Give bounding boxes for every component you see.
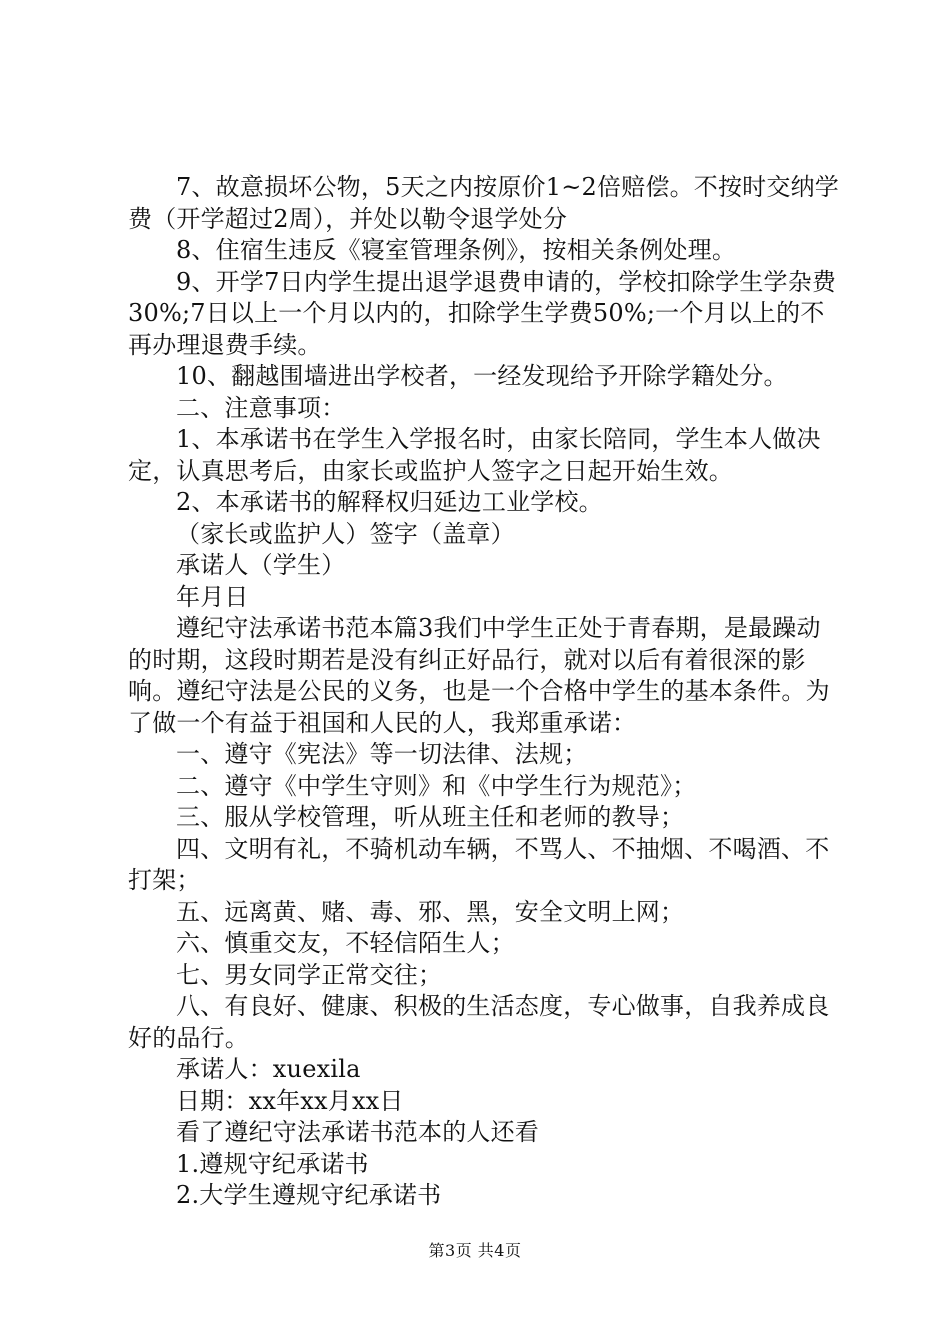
page-footer: [0, 1241, 950, 1261]
related-item-1: 1.遵规守纪承诺书: [176, 1149, 369, 1178]
pledge-item-5: 五、远离黄、赌、毒、邪、黑，安全文明上网；: [176, 897, 685, 926]
student-signature-line: 承诺人（学生）: [176, 551, 346, 579]
pledger-line: 承诺人：xuexila: [176, 1055, 361, 1083]
related-item-2: 2.大学生遵规守纪承诺书: [176, 1181, 442, 1209]
guardian-signature-line: （家长或监护人）签字（盖章）: [176, 519, 515, 548]
pledge-item-8: 八、有良好、健康、积极的生活态度，专心做事，自我养成良好的品行。: [128, 992, 830, 1052]
sample-3-intro: 遵纪守法承诺书范本篇3我们中学生正处于青春期，是最躁动的时期，这段时期若是没有纠正好品行，就对以后有着很深的影响。遵纪守法是公民的义务，也是一个合格中学生的基本条件。为了做一个有益于祖国和人民的人，我郑重承诺：: [128, 614, 830, 737]
note-item-1: 1、本承诺书在学生入学报名时，由家长陪同，学生本人做决定，认真思考后，由家长或监护人签字之日起开始生效。: [128, 425, 821, 485]
page-number-label: 第3页 共4页: [428, 1241, 522, 1260]
pledge-item-1: 一、遵守《宪法》等一切法律、法规；: [176, 740, 588, 768]
document-body: [128, 172, 840, 1212]
pledge-item-2: 二、遵守《中学生守则》和《中学生行为规范》；: [176, 771, 697, 800]
paragraph-item-9: 9、开学7日内学生提出退学退费申请的，学校扣除学生学杂费30%;7日以上一个月以内的，扣除学生学费50%;一个月以上的不再办理退费手续。: [128, 267, 837, 359]
pledge-item-6: 六、慎重交友，不轻信陌生人；: [176, 929, 515, 957]
section-heading-notes: 二、注意事项：: [176, 393, 346, 422]
paragraph-item-10: 10、翻越围墙进出学校者，一经发现给予开除学籍处分。: [176, 362, 788, 390]
related-heading: 看了遵纪守法承诺书范本的人还看: [176, 1118, 539, 1146]
pledge-item-3: 三、服从学校管理，听从班主任和老师的教导；: [176, 803, 685, 831]
pledge-item-7: 七、男女同学正常交往；: [176, 960, 443, 989]
pledge-item-4: 四、文明有礼，不骑机动车辆，不骂人、不抽烟、不喝酒、不打架；: [128, 834, 830, 894]
note-item-2: 2、本承诺书的解释权归延边工业学校。: [176, 488, 603, 516]
pledge-date-line: 日期：xx年xx月xx日: [176, 1086, 404, 1115]
date-line: 年月日: [176, 582, 249, 611]
paragraph-item-8: 8、住宿生违反《寝室管理条例》，按相关条例处理。: [176, 236, 737, 264]
paragraph-item-7: 7、故意损坏公物，5天之内按原价1~2倍赔偿。不按时交纳学费（开学超过2周），并处以勒令退学处分: [128, 173, 839, 233]
